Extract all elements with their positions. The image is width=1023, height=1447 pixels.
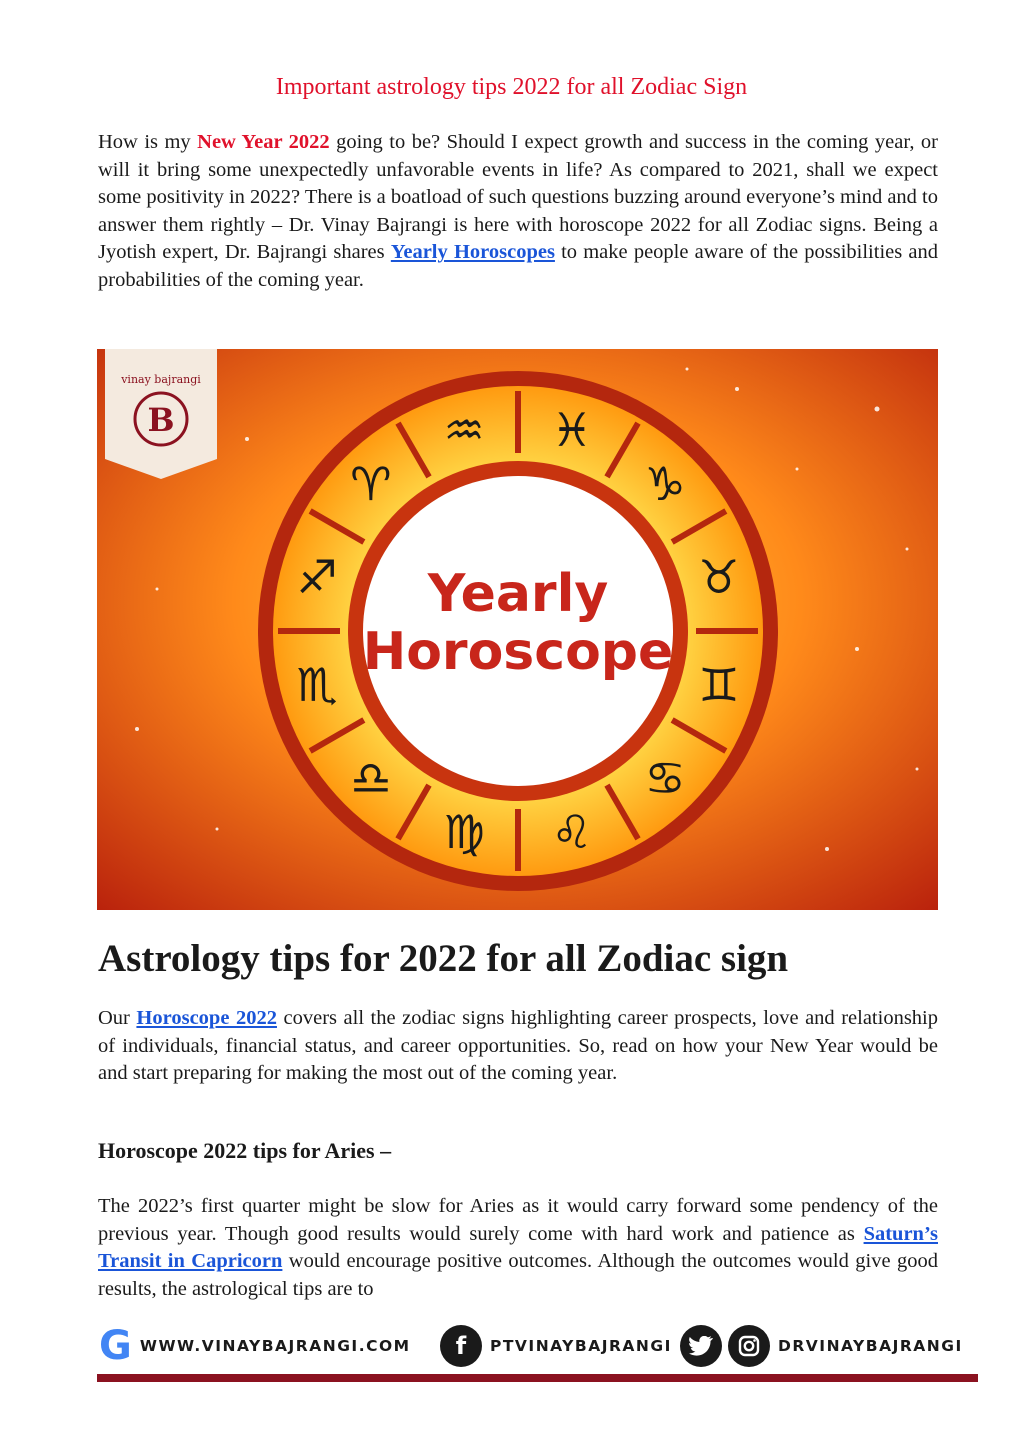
section-text-1: Our <box>98 1007 137 1029</box>
yearly-horoscopes-link[interactable]: Yearly Horoscopes <box>390 241 555 264</box>
new-year-highlight: New Year 2022 <box>197 131 330 153</box>
intro-text-2: going to be? Should I expect growth and success in the coming year, or will it bring some unexpectedly unfavorable events in life? As compared to 2021, shall we expect some positivity in 2022? There is a boatload of such questions buzzing around everyone’s mind and to answer them rightly – Dr. Vinay Bajrangi is here with horoscope 2022 for all Zodiac signs. Being a Jyotish expert, Dr. Bajrangi shares <box>98 131 938 264</box>
vinay-bajrangi-logo <box>105 349 217 479</box>
intro-text-1: How is my <box>98 131 198 153</box>
yearly-horoscope-banner <box>97 349 938 910</box>
facebook-icon: f <box>440 1325 482 1367</box>
zodiac-glyph: ♓ <box>551 403 593 458</box>
intro-paragraph <box>98 129 938 295</box>
zodiac-glyph: ♉ <box>698 550 740 605</box>
instagram-icon <box>728 1325 770 1367</box>
section-heading: Astrology tips for 2022 for all Zodiac sign <box>98 937 789 980</box>
section-text-2: covers all the zodiac signs highlighting career prospects, love and relationship of individuals, financial status, and career opportunities. So, read on how your New Year would be and start preparing for making the most out of the coming year. <box>98 1007 938 1085</box>
page-title: Important astrology tips 2022 for all Zodiac Sign <box>275 74 748 100</box>
aries-paragraph <box>98 1193 938 1303</box>
banner-title-line2: Horoscope <box>362 622 674 682</box>
zodiac-glyph: ♑ <box>644 456 686 511</box>
horoscope-2022-link[interactable]: Horoscope 2022 <box>136 1007 277 1029</box>
footer-bar <box>97 1374 978 1382</box>
intro-text-3: to make people aware of the possibilities and probabilities of the coming year. <box>98 241 938 291</box>
section-paragraph <box>98 1005 938 1088</box>
social-text: DRVINAYBAJRANGI <box>778 1337 963 1355</box>
zodiac-glyph: ♊ <box>698 657 740 712</box>
saturn-transit-link[interactable]: Saturn’s Transit in Capricorn <box>98 1222 938 1273</box>
zodiac-glyph: ♏ <box>296 657 338 712</box>
aries-text-2: would encourage positive outcomes. Although the outcomes would give good results, the astrological tips are to <box>98 1250 938 1300</box>
twitter-icon <box>680 1325 722 1367</box>
banner-title-line1: Yearly <box>427 564 609 624</box>
footer-banner <box>97 1318 978 1382</box>
zodiac-glyph: ♎ <box>350 751 392 806</box>
zodiac-glyph: ♍ <box>443 804 485 859</box>
logo-text: vinay bajrangi <box>121 373 201 386</box>
zodiac-glyph: ♌ <box>551 804 593 859</box>
facebook-text: PTVINAYBAJRANGI <box>490 1337 672 1355</box>
website-text: WWW.VINAYBAJRANGI.COM <box>139 1337 411 1355</box>
footer-website[interactable] <box>99 1324 411 1368</box>
footer-social[interactable] <box>680 1324 963 1368</box>
zodiac-glyph: ♒ <box>443 403 485 458</box>
google-icon: G <box>99 1323 132 1369</box>
zodiac-glyph: ♋ <box>644 751 686 806</box>
zodiac-glyph: ♐ <box>296 550 338 605</box>
zodiac-wheel-illustration <box>97 349 938 910</box>
aries-heading: Horoscope 2022 tips for Aries – <box>98 1138 392 1163</box>
aries-text-1: The 2022’s first quarter might be slow for Aries as it would carry forward some pendency of the previous year. Though good results would surely come with hard work and patience as <box>98 1195 938 1245</box>
footer-facebook[interactable] <box>440 1324 672 1368</box>
zodiac-glyph: ♈ <box>350 456 392 511</box>
logo-letter: B <box>147 401 175 439</box>
